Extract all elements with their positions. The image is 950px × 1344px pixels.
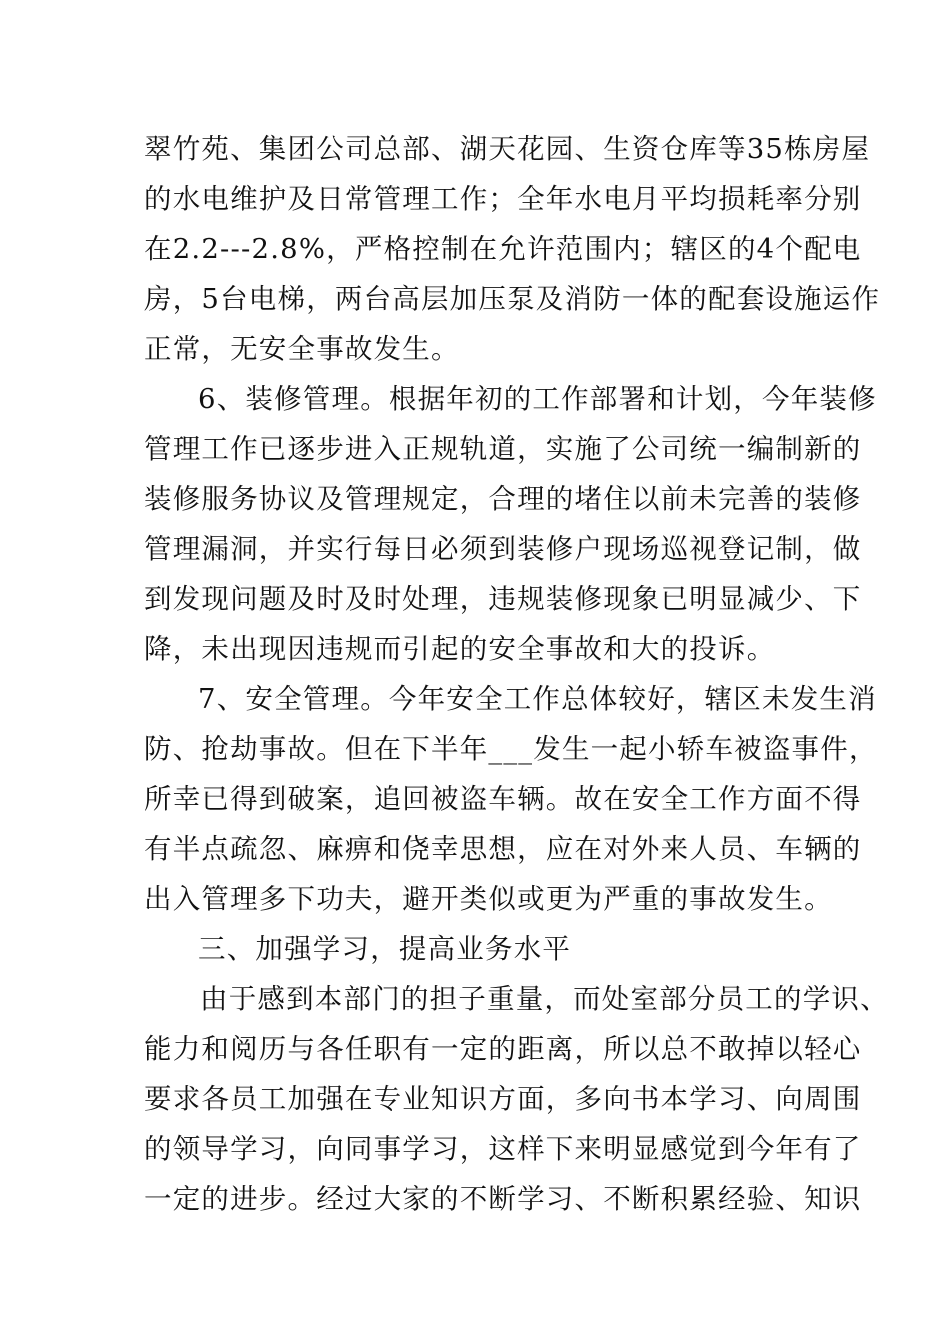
text-line: 出入管理多下功夫，避开类似或更为严重的事故发生。 bbox=[144, 883, 833, 915]
text-line: 防、抢劫事故。但在下半年___发生一起小轿车被盗事件， bbox=[144, 733, 878, 765]
text-line: 房，5台电梯，两台高层加压泵及消防一体的配套设施运作 bbox=[144, 283, 881, 315]
text-line: 的领导学习，向同事学习，这样下来明显感觉到今年有了 bbox=[144, 1133, 862, 1165]
text-line: 装修服务协议及管理规定，合理的堵住以前未完善的装修 bbox=[144, 483, 862, 515]
text-line: 的水电维护及日常管理工作；全年水电月平均损耗率分别 bbox=[144, 183, 862, 215]
text-line: 正常，无安全事故发生。 bbox=[144, 333, 460, 365]
text-line: 一定的进步。经过大家的不断学习、不断积累经验、知识 bbox=[144, 1183, 862, 1215]
section-heading-3: 三、加强学习，提高业务水平 bbox=[198, 933, 572, 965]
text-line: 管理工作已逐步进入正规轨道，实施了公司统一编制新的 bbox=[144, 433, 862, 465]
text-line: 有半点疏忽、麻痹和侥幸思想，应在对外来人员、车辆的 bbox=[144, 833, 862, 865]
text-line: 要求各员工加强在专业知识方面，多向书本学习、向周围 bbox=[144, 1083, 862, 1115]
section-heading-6: 6、装修管理。根据年初的工作部署和计划，今年装修 bbox=[198, 383, 877, 415]
text-line: 到发现问题及时及时处理，违规装修现象已明显减少、下 bbox=[144, 583, 862, 615]
paragraph-first-line: 由于感到本部门的担子重量，而处室部分员工的学识、 bbox=[200, 983, 889, 1015]
text-line: 所幸已得到破案，追回被盗车辆。故在安全工作方面不得 bbox=[144, 783, 862, 815]
text-line: 翠竹苑、集团公司总部、湖天花园、生资仓库等35栋房屋 bbox=[144, 133, 871, 165]
text-line: 降，未出现因违规而引起的安全事故和大的投诉。 bbox=[144, 633, 776, 665]
text-line: 在2.2---2.8%，严格控制在允许范围内；辖区的4个配电 bbox=[144, 233, 862, 265]
text-line: 管理漏洞，并实行每日必须到装修户现场巡视登记制，做 bbox=[144, 533, 862, 565]
text-line: 能力和阅历与各任职有一定的距离，所以总不敢掉以轻心 bbox=[144, 1033, 862, 1065]
section-heading-7: 7、安全管理。今年安全工作总体较好，辖区未发生消 bbox=[198, 683, 877, 715]
